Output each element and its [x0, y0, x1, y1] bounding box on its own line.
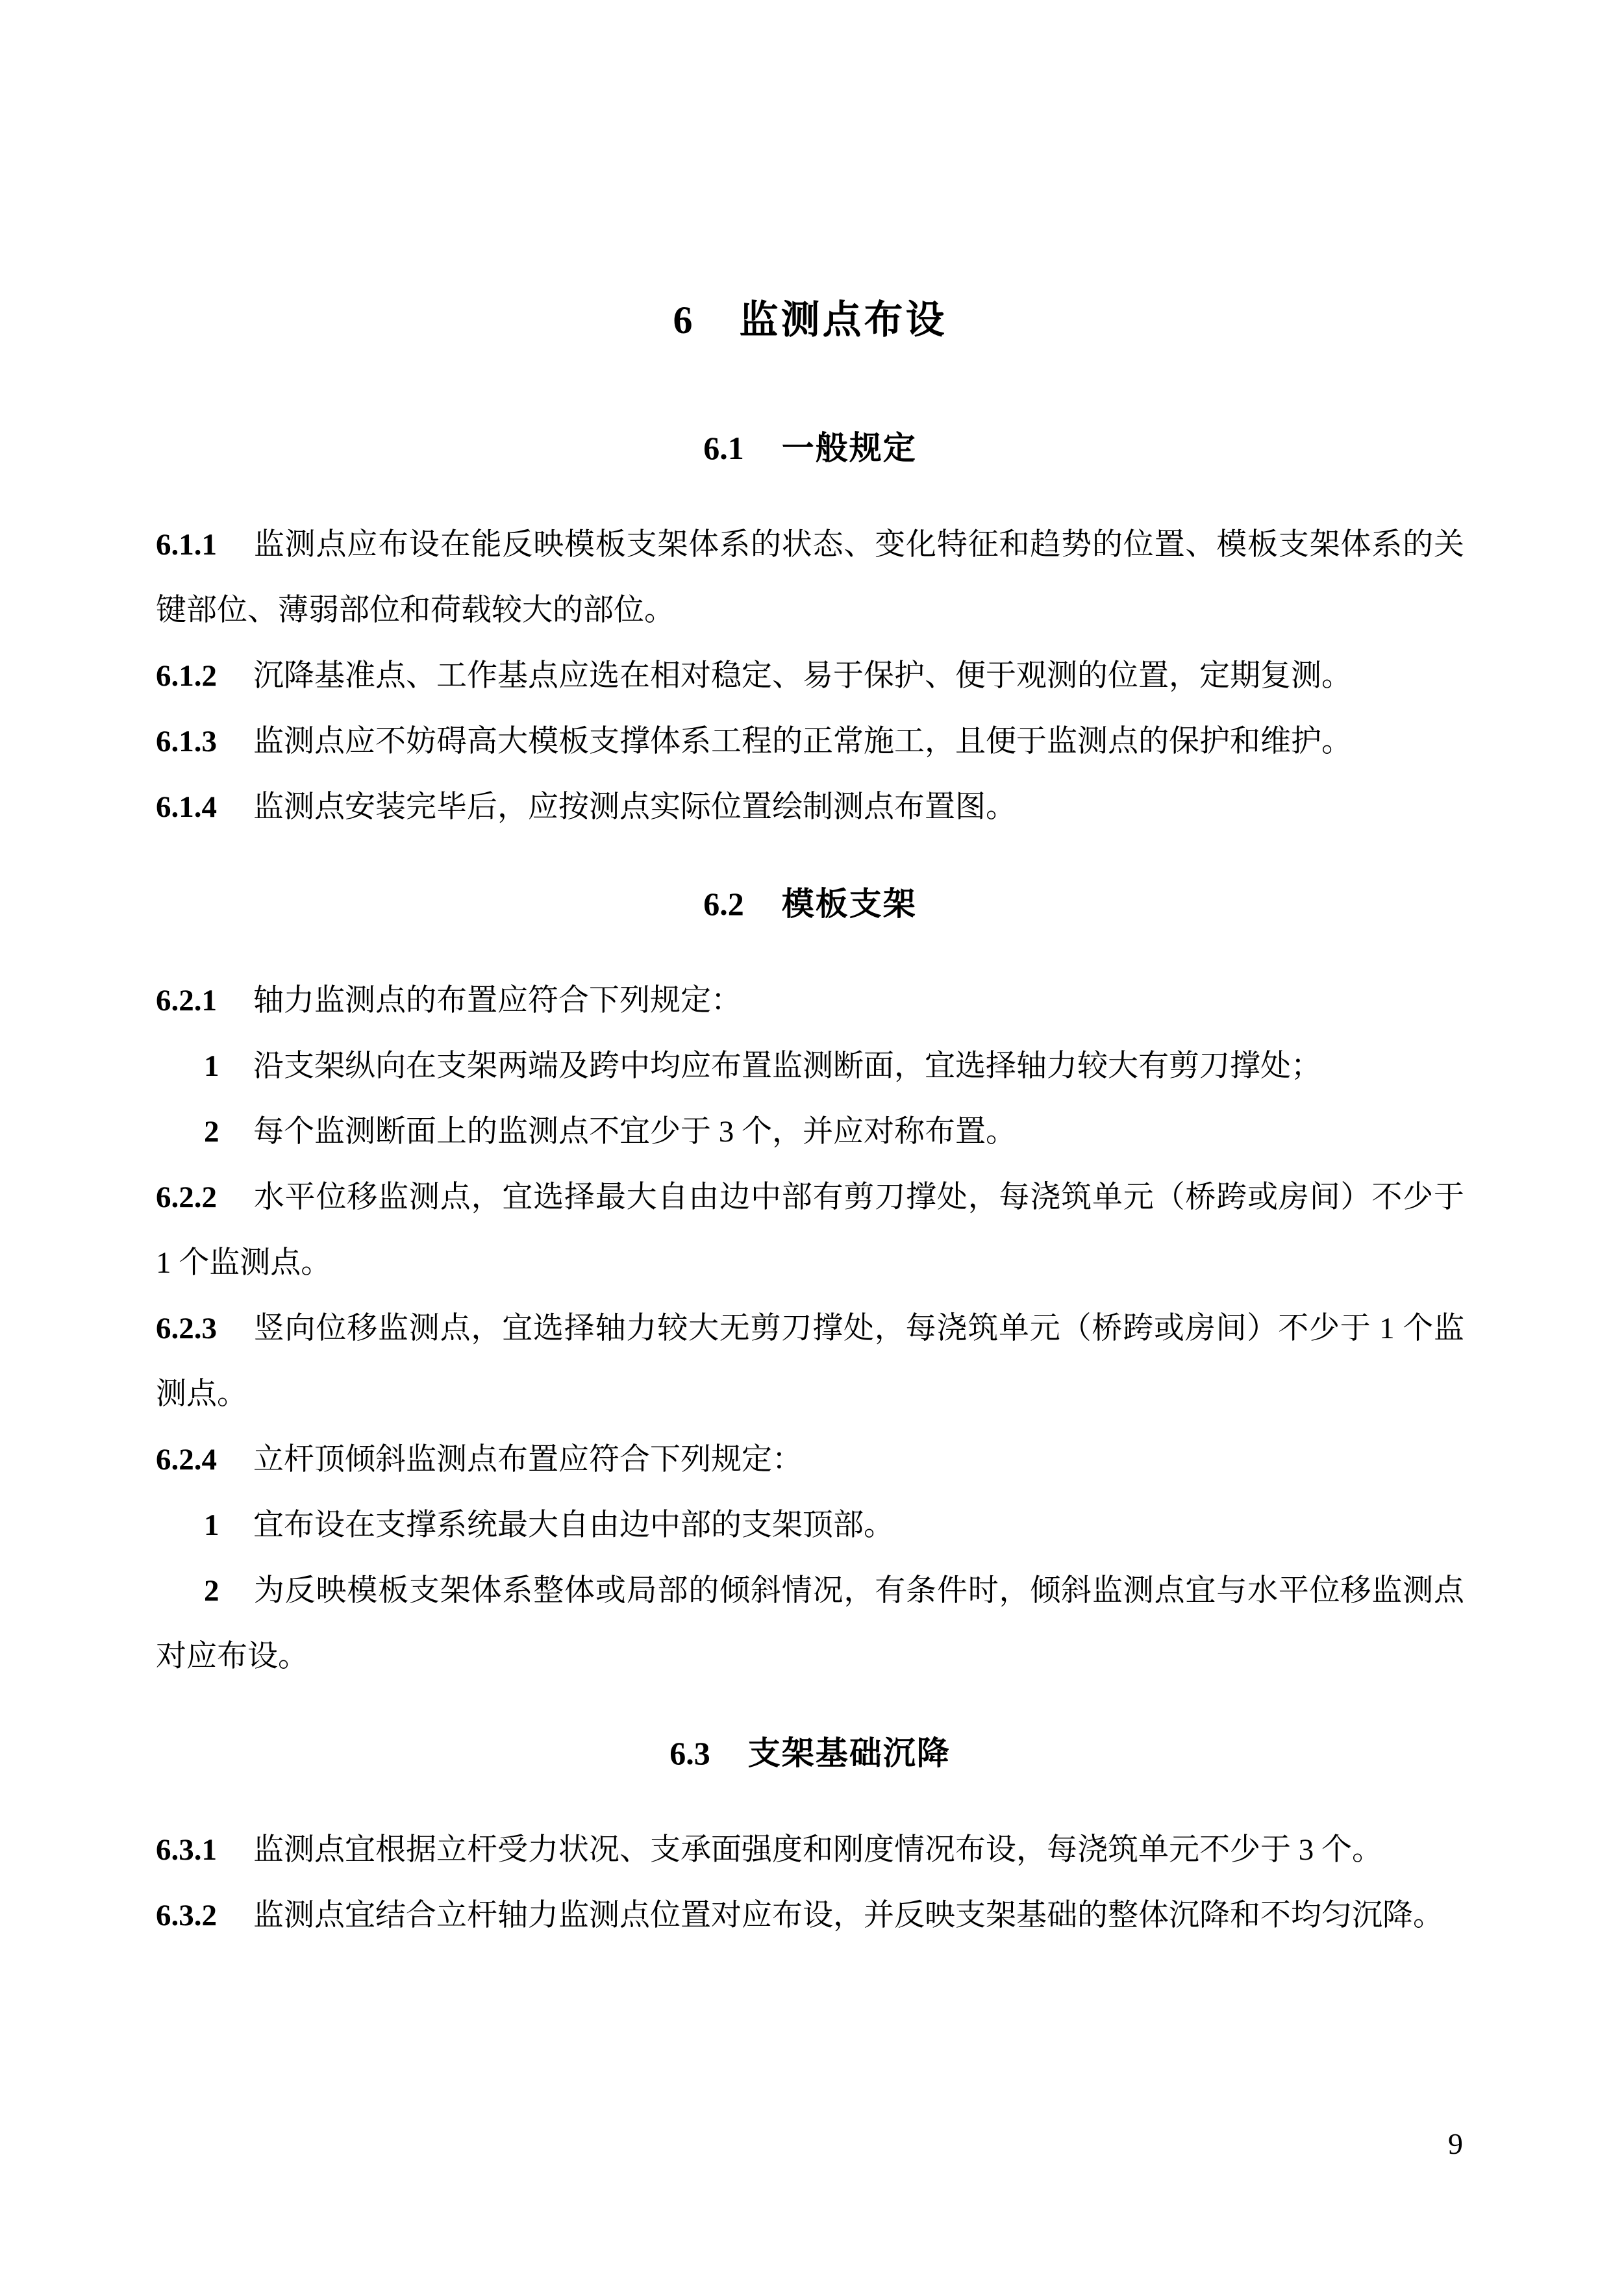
section-heading-text: 一般规定 [781, 430, 917, 466]
subitem-6-2-4-2 [156, 1558, 1464, 1690]
clause-number: 6.1.4 [156, 790, 217, 824]
subitem-text: 宜布设在支撑系统最大自由边中部的支架顶部。 [253, 1508, 894, 1542]
page-number: 9 [1448, 2127, 1463, 2160]
clause-text: 监测点宜结合立杆轴力监测点位置对应布设，并反映支架基础的整体沉降和不均匀沉降。 [253, 1899, 1443, 1932]
section-number: 6.2 [703, 886, 744, 922]
subitem-number: 1 [204, 1049, 219, 1083]
clause-number: 6.2.3 [156, 1312, 217, 1345]
subitem-6-2-1-2 [156, 1099, 1464, 1165]
clause-number: 6.3.2 [156, 1899, 217, 1932]
section-number: 6.3 [669, 1735, 710, 1771]
subitem-text: 沿支架纵向在支架两端及跨中均应布置监测断面，宜选择轴力较大有剪刀撑处； [253, 1049, 1321, 1083]
clause-6-2-3 [156, 1296, 1464, 1427]
clause-6-2-1 [156, 968, 1464, 1034]
section-heading-text: 支架基础沉降 [747, 1735, 951, 1771]
section-heading-6-1 [156, 416, 1464, 481]
subitem-6-2-1-1 [156, 1034, 1464, 1099]
section-heading-6-2 [156, 871, 1464, 937]
clause-number: 6.2.2 [156, 1180, 217, 1214]
chapter-title [156, 288, 1464, 353]
section-heading-text: 模板支架 [781, 886, 917, 922]
page-content [156, 0, 1464, 1949]
section-number: 6.1 [703, 430, 744, 466]
clause-text: 监测点安装完毕后，应按测点实际位置绘制测点布置图。 [253, 790, 1016, 824]
clause-6-1-1 [156, 512, 1464, 643]
clause-text: 立杆顶倾斜监测点布置应符合下列规定： [253, 1443, 803, 1477]
clause-text: 竖向位移监测点，宜选择轴力较大无剪刀撑处，每浇筑单元（桥跨或房间）不少于 1 个监测点。 [156, 1312, 1464, 1411]
clause-6-1-4 [156, 775, 1464, 840]
clause-text: 沉降基准点、工作基点应选在相对稳定、易于保护、便于观测的位置，定期复测。 [253, 659, 1352, 693]
clause-6-3-1 [156, 1817, 1464, 1883]
clause-number: 6.1.1 [156, 528, 217, 562]
clause-text: 水平位移监测点，宜选择最大自由边中部有剪刀撑处，每浇筑单元（桥跨或房间）不少于 1 个监测点。 [156, 1180, 1464, 1280]
clause-6-1-3 [156, 709, 1464, 775]
clause-text: 轴力监测点的布置应符合下列规定： [253, 984, 742, 1017]
clause-number: 6.2.1 [156, 984, 217, 1017]
clause-number: 6.2.4 [156, 1443, 217, 1477]
clause-number: 6.1.2 [156, 659, 217, 693]
clause-text: 监测点应布设在能反映模板支架体系的状态、变化特征和趋势的位置、模板支架体系的关键部位、薄弱部位和荷载较大的部位。 [156, 528, 1464, 627]
subitem-6-2-4-1 [156, 1493, 1464, 1558]
clause-number: 6.3.1 [156, 1833, 217, 1867]
clause-6-1-2 [156, 643, 1464, 709]
clause-text: 监测点应不妨碍高大模板支撑体系工程的正常施工，且便于监测点的保护和维护。 [253, 725, 1352, 758]
clause-number: 6.1.3 [156, 725, 217, 758]
chapter-number: 6 [673, 299, 693, 342]
clause-6-2-2 [156, 1165, 1464, 1296]
subitem-text: 每个监测断面上的监测点不宜少于 3 个，并应对称布置。 [253, 1115, 1016, 1149]
subitem-number: 2 [204, 1115, 219, 1149]
subitem-number: 1 [204, 1508, 219, 1542]
section-heading-6-3 [156, 1721, 1464, 1786]
clause-6-3-2 [156, 1883, 1464, 1949]
subitem-number: 2 [204, 1574, 219, 1608]
subitem-text: 为反映模板支架体系整体或局部的倾斜情况，有条件时，倾斜监测点宜与水平位移监测点对应布设。 [156, 1574, 1464, 1673]
clause-text: 监测点宜根据立杆受力状况、支承面强度和刚度情况布设，每浇筑单元不少于 3 个。 [253, 1833, 1382, 1867]
chapter-title-text: 监测点布设 [739, 299, 947, 342]
clause-6-2-4 [156, 1427, 1464, 1493]
